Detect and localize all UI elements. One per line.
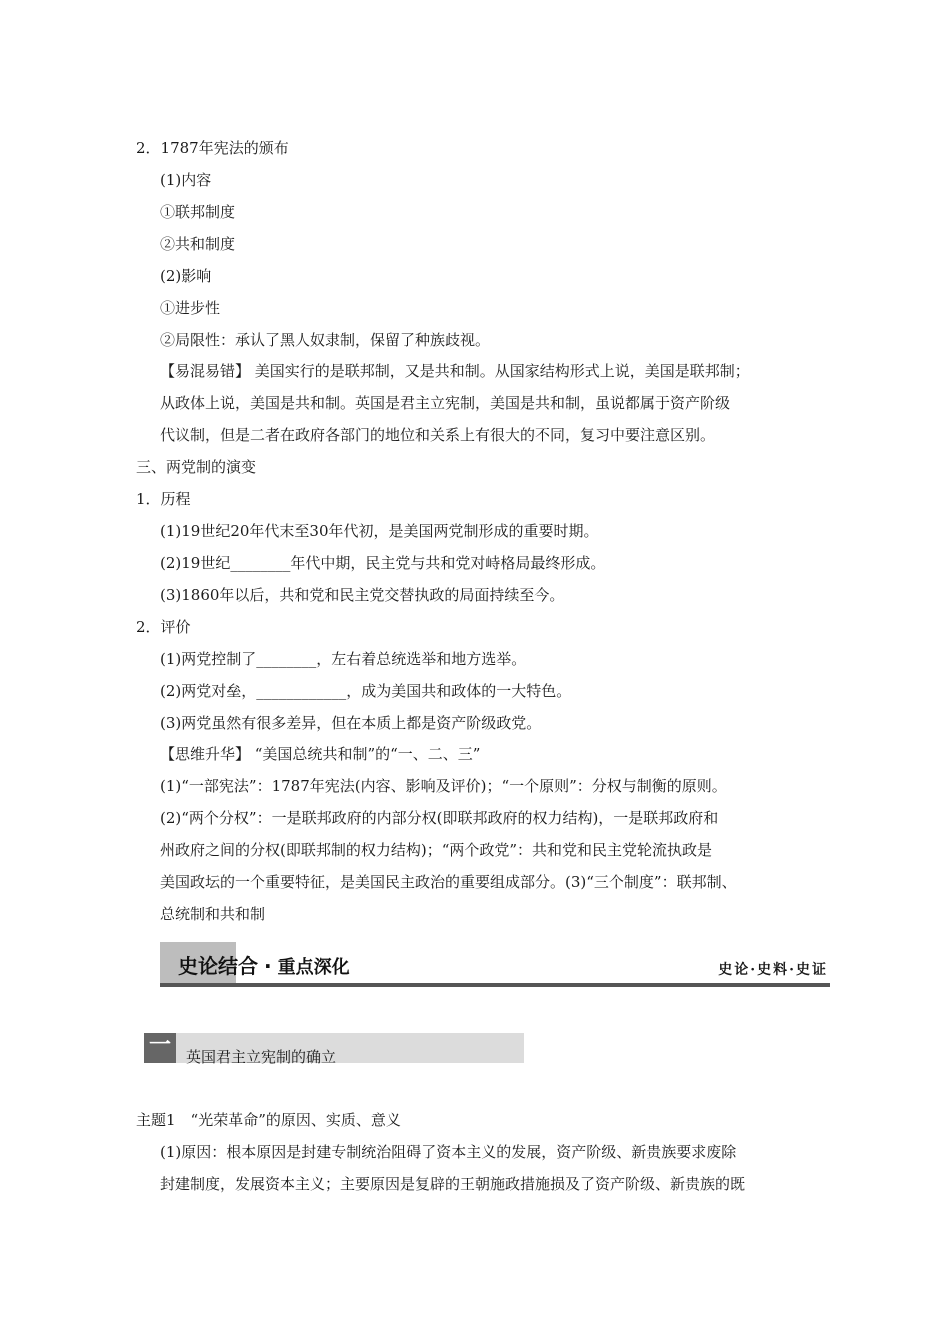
topic-line: 主题1 “光荣革命”的原因、实质、意义 <box>136 1111 401 1129</box>
subsection-tab <box>144 1033 524 1066</box>
text-line: (1)19世纪20年代末至30年代初，是美国两党制形成的重要时期。 <box>160 522 599 540</box>
text-line: ①联邦制度 <box>160 203 236 221</box>
subsection-title: 英国君主立宪制的确立 <box>186 1048 337 1066</box>
summary-line: (2)“两个分权”：一是联邦政府的内部分权(即联邦政府的权力结构)，一是联邦政府和 <box>160 809 719 827</box>
text-line: 2．评价 <box>136 618 191 636</box>
banner-title-main: 史论结合 <box>178 954 258 978</box>
note-line: 【易混易错】 美国实行的是联邦制，又是共和制。从国家结构形式上说，美国是联邦制； <box>160 362 750 380</box>
text-line: ②共和制度 <box>160 235 236 253</box>
summary-line: 州政府之间的分权(即联邦制的权力结构)；“两个政党”：共和党和民主党轮流执政是 <box>160 841 713 859</box>
banner-title <box>178 954 350 980</box>
banner-separator: · <box>264 954 272 978</box>
text-line: (1)内容 <box>160 171 212 189</box>
text-line: (3)1860年以后，共和党和民主党交替执政的局面持续至今。 <box>160 586 565 604</box>
summary-line: 【思维升华】 “美国总统共和制”的“一、二、三” <box>160 745 481 763</box>
text-line: (2)19世纪________年代中期，民主党与共和党对峙格局最终形成。 <box>160 554 606 572</box>
text-line: 2．1787年宪法的颁布 <box>136 139 289 157</box>
text-line: (1)两党控制了________，左右着总统选举和地方选举。 <box>160 650 527 668</box>
text-line: (1)原因：根本原因是封建专制统治阻碍了资本主义的发展，资产阶级、新贵族要求废除 <box>160 1143 737 1161</box>
text-line: (2)影响 <box>160 267 212 285</box>
heading-line: 三、两党制的演变 <box>136 458 257 476</box>
banner-rule <box>160 983 830 987</box>
text-line: (2)两党对垒，____________，成为美国共和政体的一大特色。 <box>160 682 572 700</box>
note-line: 从政体上说，美国是共和制。英国是君主立宪制，美国是共和制，虽说都属于资产阶级 <box>160 394 731 412</box>
subsection-number: 一 <box>144 1033 176 1063</box>
banner-subtitle: 重点深化 <box>277 957 350 978</box>
text-line: ①进步性 <box>160 299 221 317</box>
section-banner <box>160 940 830 988</box>
text-line: ②局限性：承认了黑人奴隶制，保留了种族歧视。 <box>160 331 491 349</box>
text-line: (3)两党虽然有很多差异，但在本质上都是资产阶级政党。 <box>160 714 542 732</box>
text-line: 封建制度，发展资本主义；主要原因是复辟的王朝施政措施损及了资产阶级、新贵族的既 <box>160 1175 746 1193</box>
text-line: 1．历程 <box>136 490 191 508</box>
summary-line: (1)“一部宪法”：1787年宪法(内容、影响及评价)；“一个原则”：分权与制衡的原则。 <box>160 777 727 795</box>
summary-line: 总统制和共和制 <box>160 905 266 923</box>
note-line: 代议制，但是二者在政府各部门的地位和关系上有很大的不同，复习中要注意区别。 <box>160 426 716 444</box>
banner-right-label: 史论·史料·史证 <box>718 962 828 978</box>
summary-line: 美国政坛的一个重要特征，是美国民主政治的重要组成部分。(3)“三个制度”：联邦制、 <box>160 873 737 891</box>
